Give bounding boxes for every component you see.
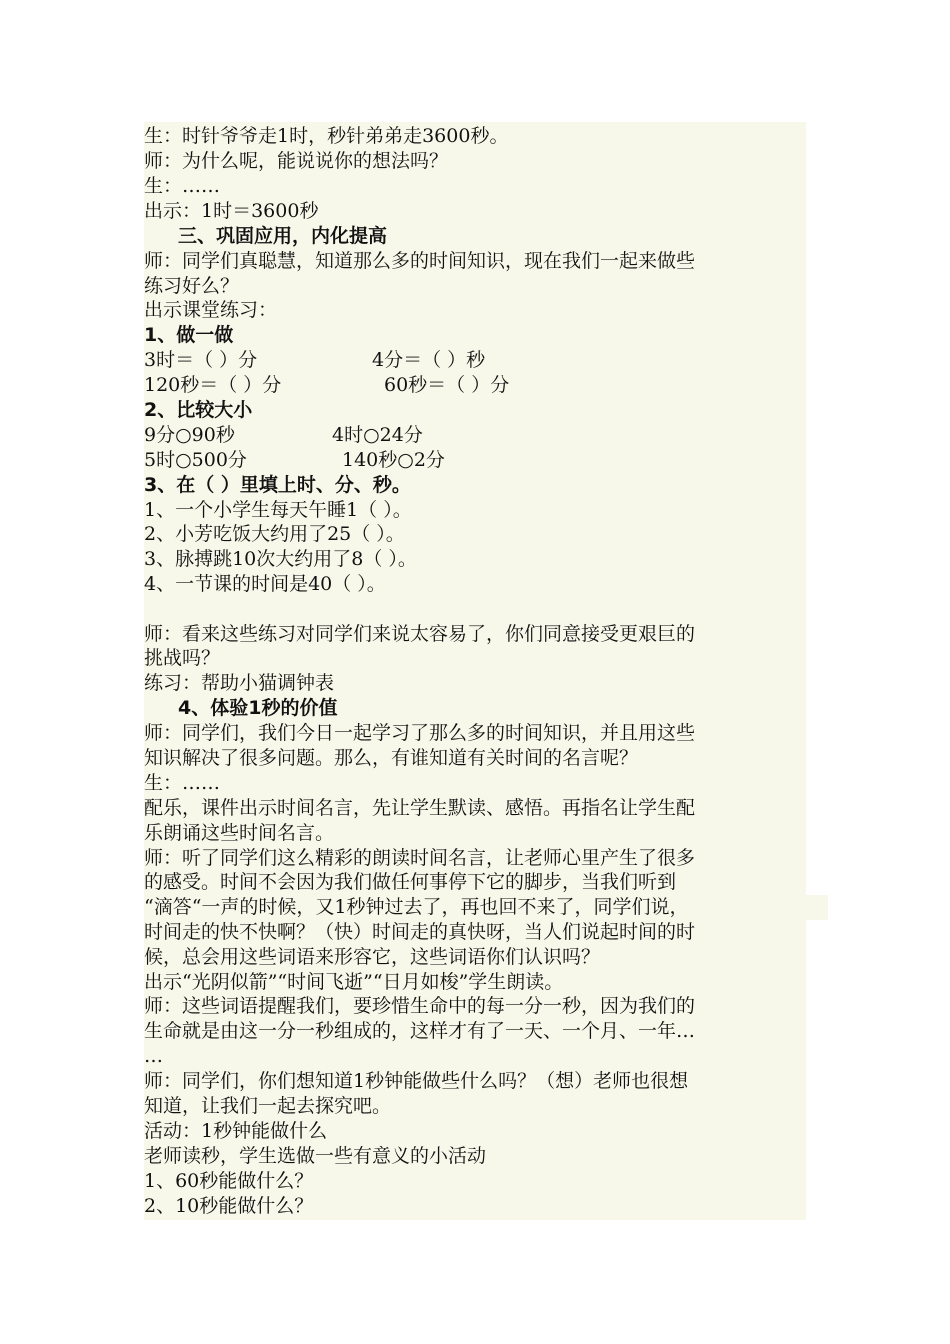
exercise-heading: 1、做一做 <box>144 324 234 346</box>
text-line: 出示“光阴似箭”“时间飞逝”“日月如梭”学生朗读。 <box>144 971 564 993</box>
text-line: “滴答“一声的时候，又1秒钟过去了，再也回不来了，同学们说， <box>144 895 828 920</box>
text-line: 1、60秒能做什么？ <box>144 1170 314 1192</box>
exercise-row <box>144 423 423 448</box>
exercise-item: 3时＝（ ）分 <box>144 349 258 371</box>
exercise-item: 60秒＝（ ）分 <box>384 374 510 396</box>
exercise-heading: 3、在（ ）里填上时、分、秒。 <box>144 474 411 496</box>
text-line: 1、一个小学生每天午睡1（ ）。 <box>144 499 412 521</box>
text-line: 师：看来这些练习对同学们来说太容易了，你们同意接受更艰巨的 <box>144 623 696 645</box>
text-line: 生命就是由这一分一秒组成的，这样才有了一天、一个月、一年… <box>144 1020 696 1042</box>
section-heading: 三、巩固应用，内化提高 <box>178 225 388 247</box>
exercise-row <box>144 348 486 373</box>
exercise-row <box>144 373 510 398</box>
exercise-row <box>144 448 445 473</box>
text-line: 4、一节课的时间是40（ ）。 <box>144 573 386 595</box>
text-line: 时间走的快不快啊？（快）时间走的真快呀，当人们说起时间的时 <box>144 921 696 943</box>
text-line: 师：同学们，你们想知道1秒钟能做些什么吗？（想）老师也很想 <box>144 1070 689 1092</box>
text-line: 生：时针爷爷走1时，秒针弟弟走3600秒。 <box>144 125 509 147</box>
exercise-heading: 2、比较大小 <box>144 399 253 421</box>
section-heading: 4、体验1秒的价值 <box>178 697 338 719</box>
text-line: 3、脉搏跳10次大约用了8（ ）。 <box>144 548 417 570</box>
text-line: 知道，让我们一起去探究吧。 <box>144 1095 392 1117</box>
exercise-item: 4时○24分 <box>332 424 423 446</box>
exercise-item: 140秒○2分 <box>342 449 445 471</box>
text-line: 出示课堂练习： <box>144 299 278 321</box>
text-line: … <box>144 1045 163 1067</box>
text-line: 活动：1秒钟能做什么 <box>144 1120 328 1142</box>
text-line: 知识解决了很多问题。那么，有谁知道有关时间的名言呢？ <box>144 747 639 769</box>
text-line: 师：同学们，我们今日一起学习了那么多的时间知识，并且用这些 <box>144 722 696 744</box>
text-line: 师：听了同学们这么精彩的朗读时间名言，让老师心里产生了很多 <box>144 847 696 869</box>
text-line: 生：…… <box>144 772 221 794</box>
text-line: 配乐，课件出示时间名言，先让学生默读、感悟。再指名让学生配 <box>144 797 696 819</box>
text-line: 乐朗诵这些时间名言。 <box>144 822 335 844</box>
text-line: 候，总会用这些词语来形容它，这些词语你们认识吗？ <box>144 946 601 968</box>
exercise-item: 4分＝（ ）秒 <box>372 349 486 371</box>
text-line: 练习好么？ <box>144 275 240 297</box>
text-line: 挑战吗？ <box>144 647 221 669</box>
text-line: 2、小芳吃饭大约用了25（ ）。 <box>144 523 405 545</box>
text-line: 2、10秒能做什么？ <box>144 1195 314 1217</box>
text-line: 的感受。时间不会因为我们做任何事停下它的脚步，当我们听到 <box>144 871 677 893</box>
text-line: 生：…… <box>144 175 221 197</box>
text-line: 师：为什么呢，能说说你的想法吗？ <box>144 150 449 172</box>
text-line: 师：这些词语提醒我们，要珍惜生命中的每一分一秒，因为我们的 <box>144 995 696 1017</box>
exercise-item: 120秒＝（ ）分 <box>144 374 282 396</box>
exercise-item: 5时○500分 <box>144 449 247 471</box>
exercise-item: 9分○90秒 <box>144 424 235 446</box>
text-line: 老师读秒，学生选做一些有意义的小活动 <box>144 1145 487 1167</box>
text-line: 师：同学们真聪慧，知道那么多的时间知识，现在我们一起来做些 <box>144 250 696 272</box>
text-line: 练习：帮助小猫调钟表 <box>144 672 335 694</box>
text-line: 出示：1时＝3600秒 <box>144 200 319 222</box>
